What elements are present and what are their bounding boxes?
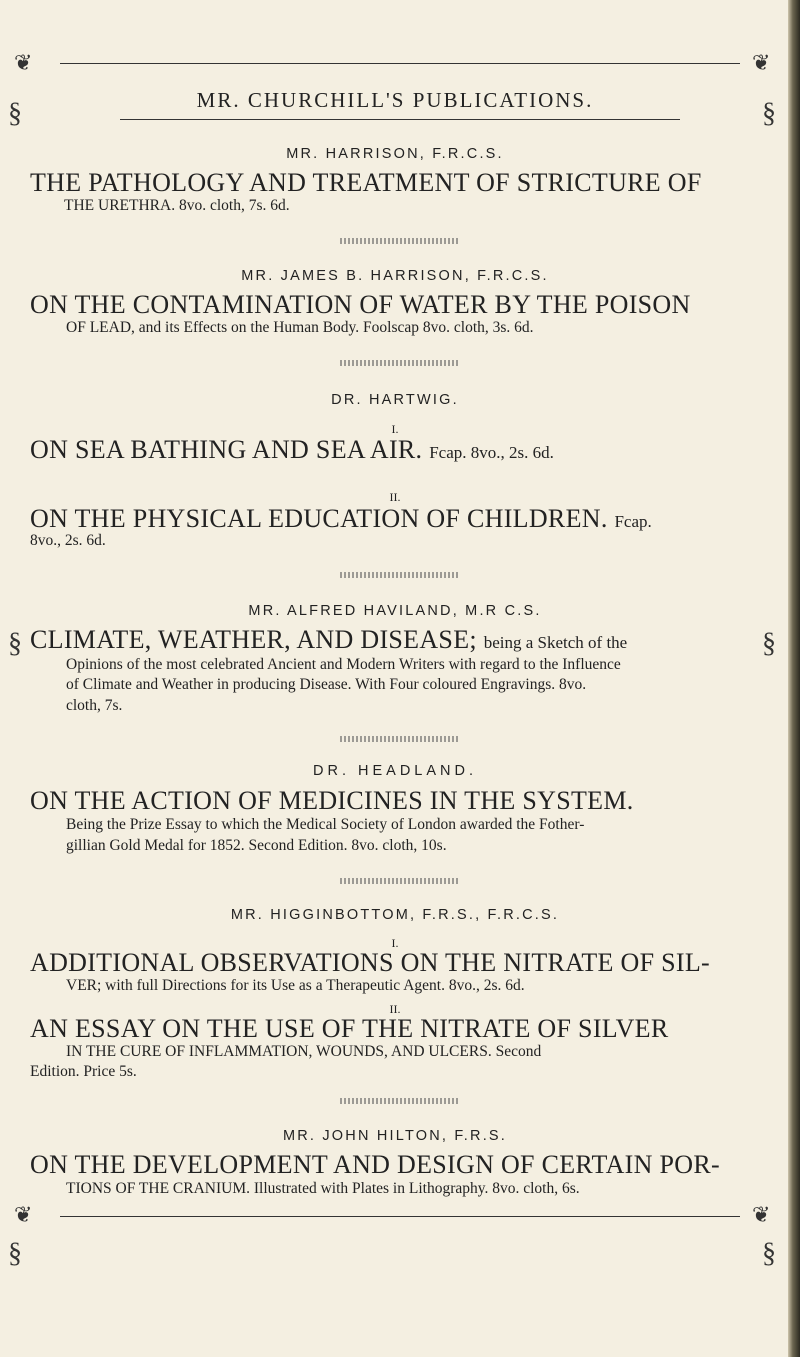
book-title-text: ON THE PHYSICAL EDUCATION OF CHILDREN.	[30, 504, 608, 533]
work-numeral: I.	[391, 936, 399, 950]
book-details: Edition. Price 5s.	[30, 1063, 137, 1080]
book-details-line: gillian Gold Medal for 1852. Second Edition. 8vo. cloth, 10s.	[66, 837, 447, 854]
corner-flourish-bottom-right: ❦	[752, 1202, 771, 1227]
book-details: VER; with full Directions for its Use as a Therapeutic Agent. 8vo., 2s. 6d.	[66, 977, 525, 994]
header-rule	[120, 119, 680, 120]
book-details: THE URETHRA. 8vo. cloth, 7s. 6d.	[64, 197, 290, 214]
book-price: Fcap. 8vo., 2s. 6d.	[429, 443, 554, 462]
book-details	[66, 1042, 746, 1062]
work-numeral: I.	[391, 422, 399, 436]
book-title-text: CLIMATE, WEATHER, AND DISEASE;	[30, 625, 477, 654]
side-ornament-right-1: §	[762, 98, 776, 129]
book-details-line: Being the Prize Essay to which the Medical Society of London awarded the Fother-	[66, 816, 585, 833]
work-numeral: II.	[389, 1002, 401, 1016]
book-title: THE PATHOLOGY AND TREATMENT OF STRICTURE OF	[30, 168, 702, 197]
book-details-line: cloth, 7s.	[66, 697, 123, 714]
section-divider	[340, 878, 460, 884]
book-title	[30, 625, 758, 658]
book-title: ADDITIONAL OBSERVATIONS ON THE NITRATE OF SIL-	[30, 948, 710, 977]
bottom-rule	[60, 1216, 740, 1217]
book-title-cont: being a Sketch of the	[483, 633, 628, 652]
book-details-rest: Second	[495, 1043, 542, 1060]
author-higginbottom: MR. HIGGINBOTTOM, F.R.S., F.R.C.S.	[230, 907, 560, 923]
section-divider	[340, 572, 460, 578]
book-details-rest: Illustrated with Plates in Lithography. 8vo. cloth, 6s.	[253, 1180, 580, 1197]
section-divider	[340, 238, 460, 244]
book-title: ON THE DEVELOPMENT AND DESIGN OF CERTAIN POR-	[30, 1150, 720, 1179]
section-divider	[340, 360, 460, 366]
side-ornament-left-2: §	[8, 628, 22, 659]
book-edge	[788, 0, 800, 1357]
book-title: ON THE ACTION OF MEDICINES IN THE SYSTEM.	[30, 786, 634, 815]
book-details	[66, 1179, 766, 1199]
author-harrison: MR. HARRISON, F.R.C.S.	[286, 146, 504, 162]
section-divider	[340, 736, 460, 742]
corner-flourish-top-right: ❦	[752, 50, 771, 75]
author-james-harrison: MR. JAMES B. HARRISON, F.R.C.S.	[241, 268, 549, 284]
author-hartwig: DR. HARTWIG.	[331, 392, 459, 408]
book-details-line: Opinions of the most celebrated Ancient and Modern Writers with regard to the Influence	[66, 656, 621, 673]
book-details-line: of Climate and Weather in producing Disease. With Four coloured Engravings. 8vo.	[66, 676, 587, 693]
side-ornament-right-2: §	[762, 628, 776, 659]
book-title	[30, 435, 758, 468]
book-details: OF LEAD, and its Effects on the Human Body. Foolscap 8vo. cloth, 3s. 6d.	[66, 319, 534, 336]
book-details-caps: TIONS OF THE CRANIUM.	[66, 1180, 251, 1197]
book-title-text: ON SEA BATHING AND SEA AIR.	[30, 435, 423, 464]
side-ornament-right-3: §	[762, 1238, 776, 1269]
book-details: 8vo., 2s. 6d.	[30, 532, 106, 549]
side-ornament-left-1: §	[8, 98, 22, 129]
work-numeral: II.	[389, 490, 401, 504]
author-hilton: MR. JOHN HILTON, F.R.S.	[282, 1128, 508, 1144]
book-price: Fcap.	[614, 512, 652, 531]
author-headland: DR. HEADLAND.	[313, 763, 477, 779]
page-header: MR. CHURCHILL'S PUBLICATIONS.	[196, 88, 594, 112]
section-divider	[340, 1098, 460, 1104]
book-title: ON THE CONTAMINATION OF WATER BY THE POISON	[30, 290, 691, 319]
book-title: AN ESSAY ON THE USE OF THE NITRATE OF SILVER	[30, 1014, 669, 1043]
top-rule	[60, 63, 740, 64]
side-ornament-left-3: §	[8, 1238, 22, 1269]
author-haviland: MR. ALFRED HAVILAND, M.R C.S.	[248, 603, 542, 619]
corner-flourish-bottom-left: ❦	[14, 1202, 33, 1227]
corner-flourish-top-left: ❦	[14, 50, 33, 75]
book-details-caps: IN THE CURE OF INFLAMMATION, WOUNDS, AND ULCERS.	[66, 1043, 492, 1060]
